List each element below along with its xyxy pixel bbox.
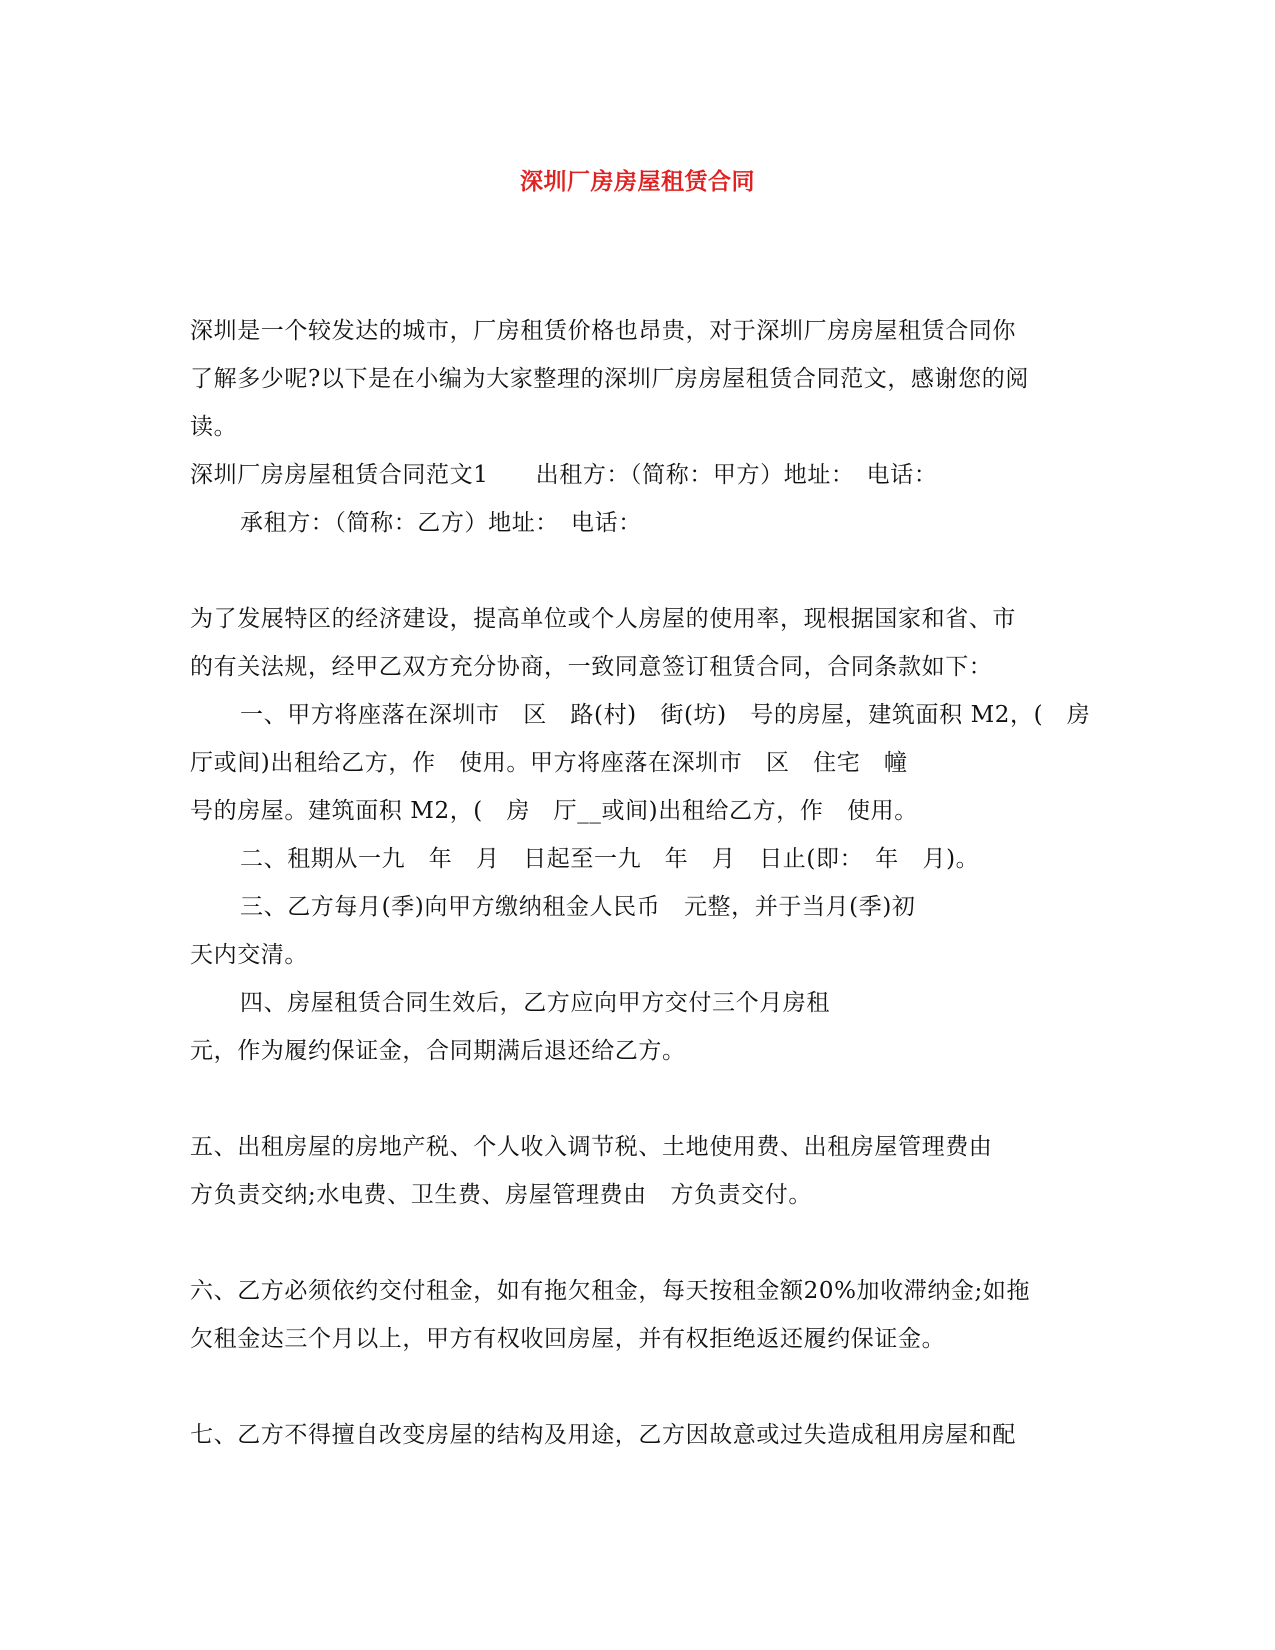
text-line: 了解多少呢?以下是在小编为大家整理的深圳厂房房屋租赁合同范文，感谢您的阅	[190, 366, 1029, 392]
text-line: 一、甲方将座落在深圳市 区 路(村) 街(坊) 号的房屋，建筑面积 M2，( 房	[240, 702, 1091, 728]
text-line: 七、乙方不得擅自改变房屋的结构及用途，乙方因故意或过失造成租用房屋和配	[190, 1422, 1016, 1448]
text-line: 元，作为履约保证金，合同期满后退还给乙方。	[190, 1038, 686, 1064]
text-line: 方负责交纳;水电费、卫生费、房屋管理费由 方负责交付。	[190, 1182, 812, 1208]
document-title: 深圳厂房房屋租赁合同	[520, 168, 755, 195]
text-line: 六、乙方必须依约交付租金，如有拖欠租金，每天按租金额20%加收滞纳金;如拖	[190, 1278, 1031, 1304]
text-line: 厅或间)出租给乙方，作 使用。甲方将座落在深圳市 区 住宅 幢	[190, 750, 908, 776]
text-line: 为了发展特区的经济建设，提高单位或个人房屋的使用率，现根据国家和省、市	[190, 606, 1016, 632]
text-line: 二、租期从一九 年 月 日起至一九 年 月 日止(即： 年 月)。	[240, 846, 980, 872]
text-line: 五、出租房屋的房地产税、个人收入调节税、土地使用费、出租房屋管理费由	[190, 1134, 993, 1160]
text-line: 的有关法规，经甲乙双方充分协商，一致同意签订租赁合同，合同条款如下：	[190, 654, 993, 680]
text-line: 四、房屋租赁合同生效后，乙方应向甲方交付三个月房租	[240, 990, 830, 1016]
text-line: 读。	[190, 414, 238, 440]
text-line: 欠租金达三个月以上，甲方有权收回房屋，并有权拒绝返还履约保证金。	[190, 1326, 946, 1352]
text-line: 三、乙方每月(季)向甲方缴纳租金人民币 元整，并于当月(季)初	[240, 894, 916, 920]
text-line: 号的房屋。建筑面积 M2，( 房 厅__或间)出租给乙方，作 使用。	[190, 798, 918, 824]
text-line: 深圳厂房房屋租赁合同范文1 出租方：（简称：甲方）地址： 电话：	[190, 462, 938, 488]
text-line: 天内交清。	[190, 942, 308, 968]
text-line: 深圳是一个较发达的城市，厂房租赁价格也昂贵，对于深圳厂房房屋租赁合同你	[190, 318, 1016, 344]
text-line: 承租方：（简称：乙方）地址： 电话：	[240, 510, 642, 536]
